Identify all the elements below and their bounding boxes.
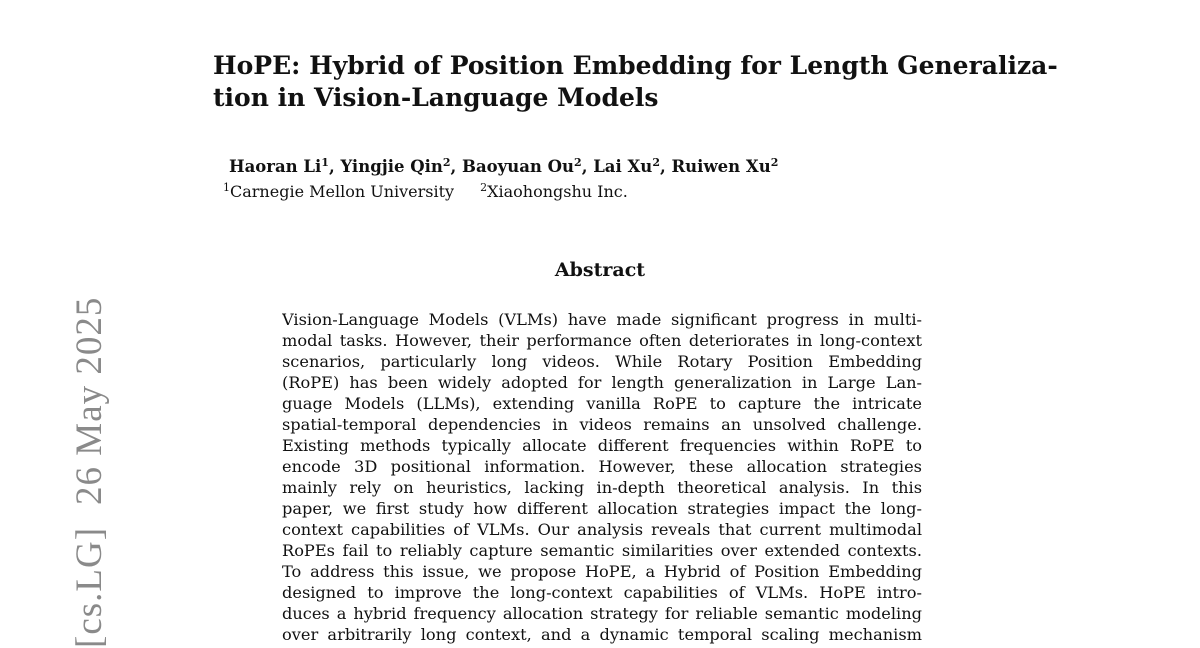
affiliation-name: Xiaohongshu Inc. bbox=[487, 182, 628, 201]
abstract-line: RoPEs fail to reliably capture semantic similarities over extended contexts. bbox=[282, 541, 922, 560]
author-affil-mark: 2 bbox=[770, 156, 779, 169]
abstract-line: duces a hybrid frequency allocation strategy for reliable semantic modeling bbox=[282, 604, 922, 623]
arxiv-side-stamp bbox=[26, 296, 110, 648]
author-affil-mark: 2 bbox=[574, 156, 582, 169]
abstract-body bbox=[282, 309, 922, 645]
paper-title-line-1: HoPE: Hybrid of Position Embedding for Length Generaliza- bbox=[213, 51, 1058, 80]
author-name: Baoyuan Ou bbox=[462, 157, 575, 176]
author-list: Haoran Li$^1$, Yingjie Qin$^2$, Baoyuan Ou$^2$, Lai Xu$^2$, Ruiwen Xu$^2$ bbox=[229, 156, 779, 176]
arxiv-date: 26 May 2025 bbox=[69, 296, 110, 505]
affiliation-mark: 2 bbox=[480, 181, 488, 194]
arxiv-category: [cs.LG] bbox=[69, 526, 110, 648]
abstract-line: over arbitrarily long context, and a dynamic temporal scaling mechanism bbox=[282, 625, 922, 644]
author-name: Haoran Li bbox=[229, 157, 322, 176]
abstract-line: guage Models (LLMs), extending vanilla RoPE to capture the intricate bbox=[282, 394, 922, 413]
paper-title bbox=[213, 50, 1058, 114]
abstract-line: modal tasks. However, their performance often deteriorates in long-context bbox=[282, 331, 922, 350]
abstract-line: context capabilities of VLMs. Our analysis reveals that current multimodal bbox=[282, 520, 922, 539]
abstract-line: Existing methods typically allocate different frequencies within RoPE to bbox=[282, 436, 922, 455]
abstract-line: Vision-Language Models (VLMs) have made significant progress in multi- bbox=[282, 310, 922, 329]
abstract-line: designed to improve the long-context capabilities of VLMs. HoPE intro- bbox=[282, 583, 922, 602]
author-affil-mark: 2 bbox=[652, 156, 660, 169]
affiliation-mark: 1 bbox=[223, 181, 230, 194]
author-name: Ruiwen Xu bbox=[671, 157, 771, 176]
abstract-line: paper, we first study how different allocation strategies impact the long- bbox=[282, 499, 922, 518]
author-name: Lai Xu bbox=[593, 157, 653, 176]
abstract-line: spatial-temporal dependencies in videos remains an unsolved challenge. bbox=[282, 415, 922, 434]
arxiv-stamp-text bbox=[68, 297, 111, 648]
author-affil-mark: 1 bbox=[321, 156, 329, 169]
affiliation-name: Carnegie Mellon University bbox=[230, 182, 455, 201]
abstract-line: mainly rely on heuristics, lacking in-depth theoretical analysis. In this bbox=[282, 478, 922, 497]
author-affil-mark: 2 bbox=[442, 156, 451, 169]
paper-title-line-2: tion in Vision-Language Models bbox=[213, 83, 659, 112]
abstract-line: To address this issue, we propose HoPE, a Hybrid of Position Embedding bbox=[282, 562, 922, 581]
affiliation-list bbox=[223, 182, 628, 201]
abstract-line: (RoPE) has been widely adopted for length generalization in Large Lan- bbox=[282, 373, 922, 392]
author-name: Yingjie Qin bbox=[340, 157, 443, 176]
abstract-heading: Abstract bbox=[554, 259, 646, 281]
abstract-line: scenarios, particularly long videos. While Rotary Position Embedding bbox=[282, 352, 922, 371]
abstract-line: encode 3D positional information. However, these allocation strategies bbox=[282, 457, 922, 476]
